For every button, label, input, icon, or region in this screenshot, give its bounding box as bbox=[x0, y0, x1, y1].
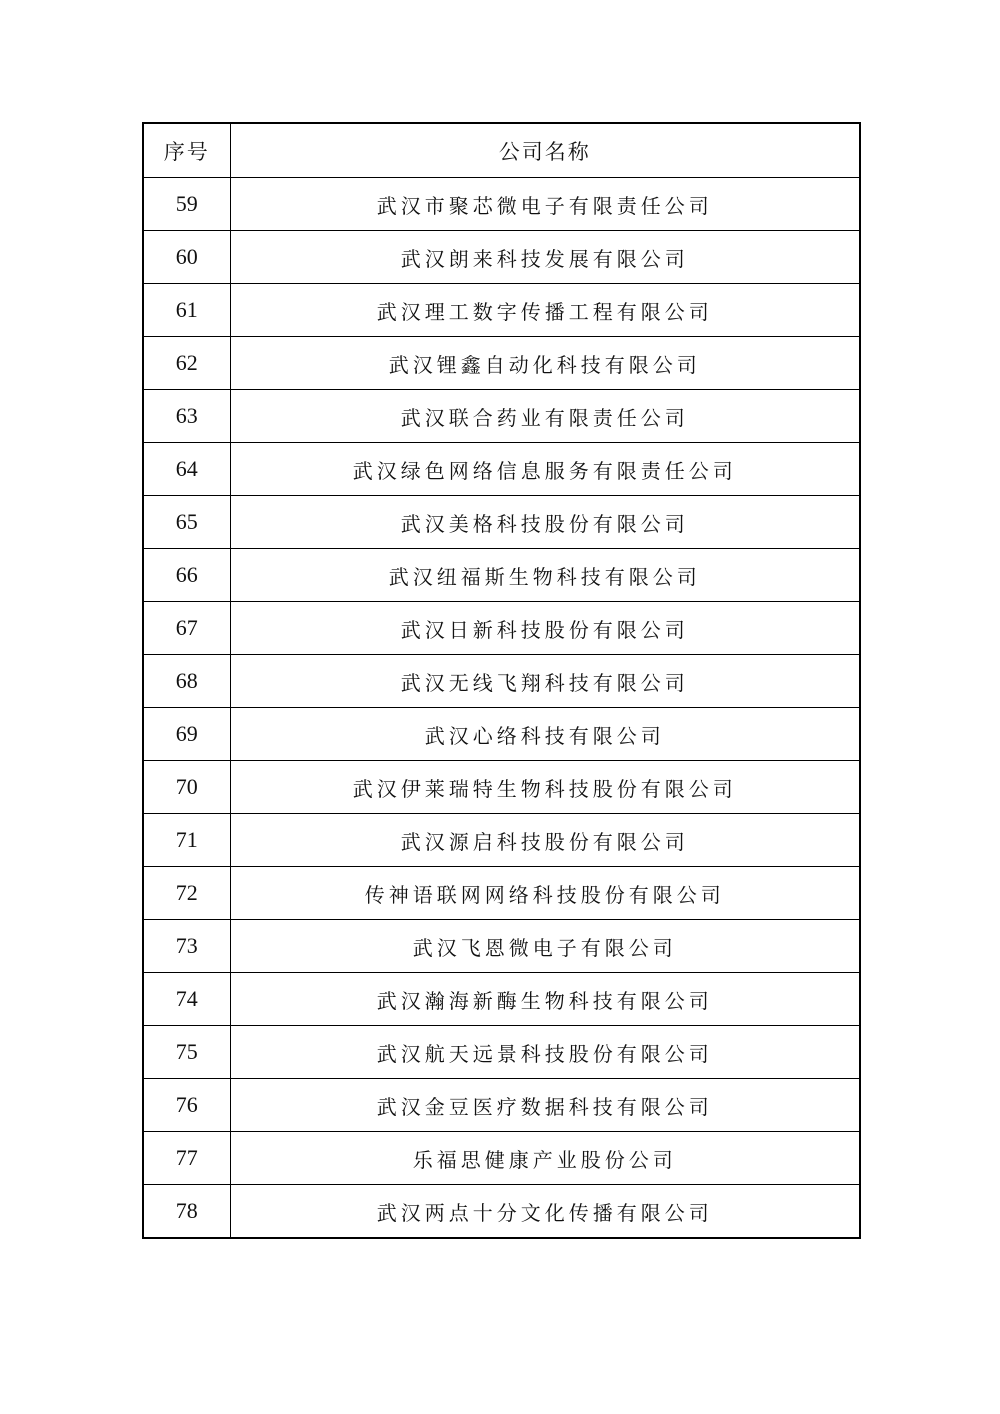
table-row bbox=[143, 443, 860, 496]
table-row bbox=[143, 1185, 860, 1239]
row-number: 78 bbox=[143, 1185, 230, 1239]
row-number: 77 bbox=[143, 1132, 230, 1185]
row-number: 59 bbox=[143, 178, 230, 231]
table-row bbox=[143, 1026, 860, 1079]
row-number: 76 bbox=[143, 1079, 230, 1132]
table-row bbox=[143, 231, 860, 284]
table-row bbox=[143, 708, 860, 761]
row-company-name: 武汉伊莱瑞特生物科技股份有限公司 bbox=[230, 761, 860, 814]
row-company-name: 武汉纽福斯生物科技有限公司 bbox=[230, 549, 860, 602]
row-company-name: 武汉航天远景科技股份有限公司 bbox=[230, 1026, 860, 1079]
row-company-name: 武汉锂鑫自动化科技有限公司 bbox=[230, 337, 860, 390]
row-number: 61 bbox=[143, 284, 230, 337]
row-company-name: 武汉日新科技股份有限公司 bbox=[230, 602, 860, 655]
row-number: 69 bbox=[143, 708, 230, 761]
row-number: 60 bbox=[143, 231, 230, 284]
table-row bbox=[143, 178, 860, 231]
row-company-name: 武汉飞恩微电子有限公司 bbox=[230, 920, 860, 973]
row-company-name: 武汉金豆医疗数据科技有限公司 bbox=[230, 1079, 860, 1132]
table-row bbox=[143, 973, 860, 1026]
row-company-name: 乐福思健康产业股份公司 bbox=[230, 1132, 860, 1185]
row-company-name: 武汉理工数字传播工程有限公司 bbox=[230, 284, 860, 337]
header-number: 序号 bbox=[143, 123, 230, 178]
table-row bbox=[143, 496, 860, 549]
table-row bbox=[143, 655, 860, 708]
row-company-name: 武汉两点十分文化传播有限公司 bbox=[230, 1185, 860, 1239]
row-company-name: 武汉心络科技有限公司 bbox=[230, 708, 860, 761]
company-list-table bbox=[142, 122, 861, 1239]
row-number: 68 bbox=[143, 655, 230, 708]
header-company-name: 公司名称 bbox=[230, 123, 860, 178]
table-row bbox=[143, 1132, 860, 1185]
table-row bbox=[143, 284, 860, 337]
row-company-name: 武汉美格科技股份有限公司 bbox=[230, 496, 860, 549]
row-company-name: 武汉绿色网络信息服务有限责任公司 bbox=[230, 443, 860, 496]
row-number: 62 bbox=[143, 337, 230, 390]
table-row bbox=[143, 337, 860, 390]
row-company-name: 武汉市聚芯微电子有限责任公司 bbox=[230, 178, 860, 231]
row-number: 72 bbox=[143, 867, 230, 920]
row-number: 71 bbox=[143, 814, 230, 867]
row-company-name: 传神语联网网络科技股份有限公司 bbox=[230, 867, 860, 920]
row-company-name: 武汉源启科技股份有限公司 bbox=[230, 814, 860, 867]
table-header-row bbox=[143, 123, 860, 178]
table-row bbox=[143, 920, 860, 973]
table-row bbox=[143, 549, 860, 602]
row-number: 74 bbox=[143, 973, 230, 1026]
table-row bbox=[143, 390, 860, 443]
row-number: 64 bbox=[143, 443, 230, 496]
row-number: 66 bbox=[143, 549, 230, 602]
row-number: 70 bbox=[143, 761, 230, 814]
row-company-name: 武汉无线飞翔科技有限公司 bbox=[230, 655, 860, 708]
row-number: 67 bbox=[143, 602, 230, 655]
row-number: 63 bbox=[143, 390, 230, 443]
row-company-name: 武汉瀚海新酶生物科技有限公司 bbox=[230, 973, 860, 1026]
row-company-name: 武汉联合药业有限责任公司 bbox=[230, 390, 860, 443]
table-row bbox=[143, 1079, 860, 1132]
row-company-name: 武汉朗来科技发展有限公司 bbox=[230, 231, 860, 284]
row-number: 73 bbox=[143, 920, 230, 973]
row-number: 75 bbox=[143, 1026, 230, 1079]
table-row bbox=[143, 814, 860, 867]
row-number: 65 bbox=[143, 496, 230, 549]
table-row bbox=[143, 867, 860, 920]
table-row bbox=[143, 761, 860, 814]
table-row bbox=[143, 602, 860, 655]
